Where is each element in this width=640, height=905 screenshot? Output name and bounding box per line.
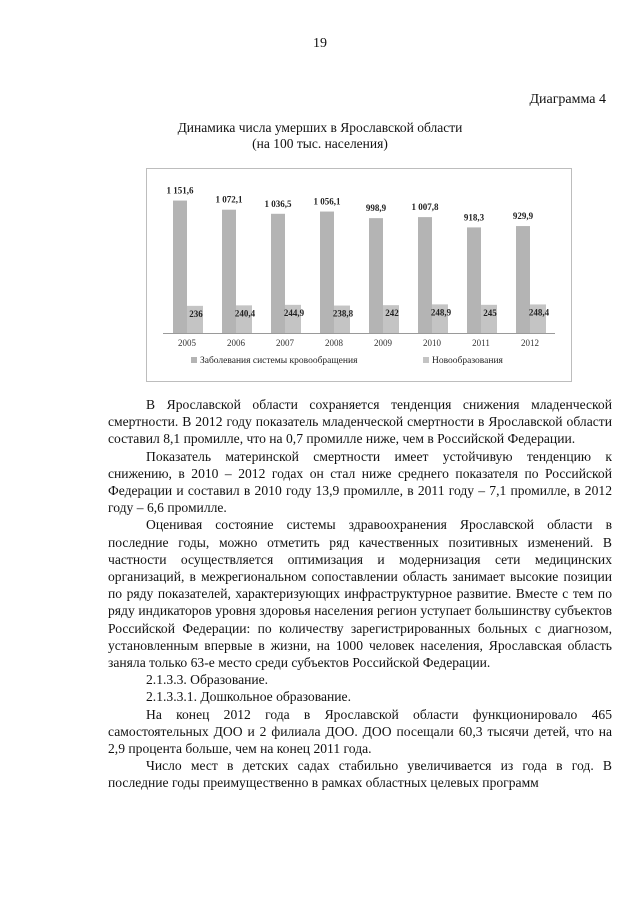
- x-tick-label-2005: 2005: [178, 338, 196, 348]
- data-label-cardiovascular-2006: 1 072,1: [215, 194, 243, 205]
- paragraph: 2.1.3.3.1. Дошкольное образование.: [146, 689, 351, 705]
- data-label-neoplasms-2012: 248,4: [528, 307, 550, 318]
- figure-title: [0, 120, 640, 152]
- x-tick-label-2009: 2009: [374, 338, 392, 348]
- legend-swatch-neoplasms: [423, 357, 429, 363]
- legend-label-cardiovascular: Заболевания системы кровообращения: [200, 356, 358, 366]
- data-label-neoplasms-2007: 244,9: [283, 307, 305, 318]
- x-tick-label-2011: 2011: [472, 338, 490, 348]
- legend-label-neoplasms: Новообразования: [432, 356, 503, 366]
- data-label-neoplasms-2005: 236: [189, 308, 203, 319]
- data-label-cardiovascular-2012: 929,9: [512, 211, 534, 222]
- data-label-cardiovascular-2005: 1 151,6: [166, 185, 194, 196]
- paragraph: 2.1.3.3. Образование.: [146, 672, 269, 688]
- data-label-cardiovascular-2010: 1 007,8: [411, 202, 439, 213]
- diagram-label: Диаграмма 4: [529, 92, 606, 107]
- bar-cardiovascular-2005: [173, 201, 187, 333]
- x-tick-label-2007: 2007: [276, 338, 294, 348]
- x-tick-label-2006: 2006: [227, 338, 245, 348]
- bar-cardiovascular-2011: [467, 227, 481, 333]
- paragraph: Число мест в детских садах стабильно увеличивается из года в год. В последние годы преимущественно в рамках областных целевых программ: [108, 758, 612, 791]
- figure-title-line-1: Динамика числа умерших в Ярославской области: [177, 120, 463, 135]
- data-label-cardiovascular-2008: 1 056,1: [313, 196, 341, 207]
- x-tick-label-2012: 2012: [521, 338, 539, 348]
- data-label-cardiovascular-2011: 918,3: [463, 212, 485, 223]
- paragraph: На конец 2012 года в Ярославской области функционировало 465 самостоятельных ДОО и 2 филиала ДОО. ДОО посещали 60,3 тысячи детей, что на 2,9 процента больше, чем на конец 2011 года.: [108, 706, 612, 757]
- x-tick-label-2010: 2010: [423, 338, 441, 348]
- bar-chart: [147, 169, 571, 381]
- data-label-neoplasms-2011: 245: [483, 307, 497, 318]
- bar-cardiovascular-2009: [369, 218, 383, 333]
- paragraph: В Ярославской области сохраняется тенденция снижения младенческой смертности. В 2012 году показатель младенческой смертности в Ярославской области составил 8,1 промилле, что на 0,7 промилле ниже, чем в Российской Федерации.: [108, 397, 612, 447]
- paragraph: Оценивая состояние системы здравоохранения Ярославской области в последние годы, можно отметить ряд качественных позитивных изменений. В частности осуществляется оптимизация и модернизация сети медицинских организаций, в межрегиональном сопоставлении область занимает высокие позиции по ряду показателей, характеризующих инфраструктурное развитие. Вместе с тем по ряду индикаторов уровня здоровья населения регион уступает большинству субъектов Российской Федерации: по количеству зарегистрированных больных с диагнозом, установленным впервые в жизни, на 1000 человек населения, Ярославская область заняла только 63-е место среди субъектов Российской Федерации.: [108, 517, 612, 671]
- body-text: [108, 396, 612, 792]
- chart-frame: [146, 168, 572, 382]
- paragraph: Показатель материнской смертности имеет устойчивую тенденцию к снижению, в 2010 – 2012 годах он стал ниже среднего показателя по Российской Федерации и составил в 2010 году 13,9 промилле, в 2011 году – 7,1 промилле, в 2012 году – 6,6 промилле.: [108, 448, 612, 516]
- data-label-neoplasms-2010: 248,9: [430, 307, 452, 318]
- data-label-cardiovascular-2007: 1 036,5: [264, 198, 292, 209]
- data-label-neoplasms-2009: 242: [385, 308, 399, 319]
- legend-swatch-cardiovascular: [191, 357, 197, 363]
- data-label-neoplasms-2006: 240,4: [234, 308, 256, 319]
- figure-title-line-2: (на 100 тыс. населения): [252, 136, 388, 151]
- x-tick-label-2008: 2008: [325, 338, 343, 348]
- page-number: 19: [313, 36, 327, 51]
- data-label-neoplasms-2008: 238,8: [332, 308, 354, 319]
- data-label-cardiovascular-2009: 998,9: [365, 203, 387, 214]
